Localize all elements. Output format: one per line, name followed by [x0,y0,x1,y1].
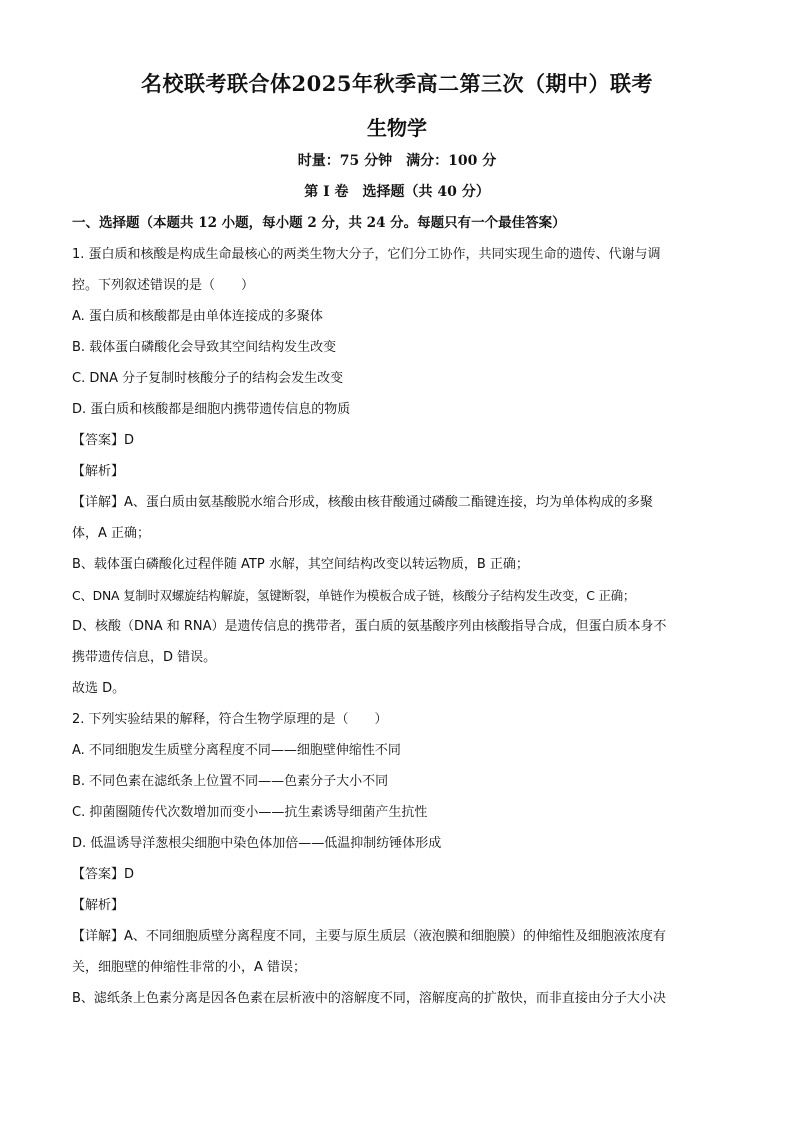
q2-detail-line2: 关，细胞壁的伸缩性非常的小，A 错误； [72,960,307,975]
section-heading: 一、选择题（本题共 12 小题，每小题 2 分，共 24 分。每题只有一个最佳答案） [72,215,566,231]
exam-title: 名校联考联合体2025年秋季高二第三次（期中）联考 [141,71,653,96]
q2-detail-b: B、滤纸条上色素分离是因各色素在层析液中的溶解度不同，溶解度高的扩散快，而非直接由分子大小决 [72,991,666,1006]
q1-detail-line1: 【详解】A、蛋白质由氨基酸脱水缩合形成，核酸由核苷酸通过磷酸二酯键连接，均为单体构成的多聚 [72,495,653,510]
q2-answer: 【答案】D [72,867,135,882]
q2-option-a: A. 不同细胞发生质壁分离程度不同——细胞壁伸缩性不同 [72,743,401,758]
q2-stem: 2. 下列实验结果的解释，符合生物学原理的是（ ） [72,712,388,727]
q1-detail-b: B、载体蛋白磷酸化过程伴随 ATP 水解，其空间结构改变以转运物质，B 正确； [72,557,529,572]
q1-option-d: D. 蛋白质和核酸都是细胞内携带遗传信息的物质 [72,402,351,417]
subject-title: 生物学 [367,116,427,140]
q1-answer: 【答案】D [72,433,135,448]
q2-option-c: C. 抑菌圈随传代次数增加而变小——抗生素诱导细菌产生抗性 [72,805,428,820]
q1-option-a: A. 蛋白质和核酸都是由单体连接成的多聚体 [72,309,323,324]
exam-body [72,208,722,1014]
q2-option-b: B. 不同色素在滤纸条上位置不同——色素分子大小不同 [72,774,389,789]
q1-conclusion: 故选 D。 [72,681,126,696]
q2-detail-line1: 【详解】A、不同细胞质壁分离程度不同，主要与原生质层（液泡膜和细胞膜）的伸缩性及细胞液浓度有 [72,929,666,944]
q1-detail-c: C、DNA 复制时双螺旋结构解旋，氢键断裂，单链作为模板合成子链，核酸分子结构发生改变，C 正确； [72,588,636,603]
q1-option-b: B. 载体蛋白磷酸化会导致其空间结构发生改变 [72,340,337,355]
q1-detail-d2: 携带遗传信息，D 错误。 [72,650,217,665]
q1-detail-d1: D、核酸（DNA 和 RNA）是遗传信息的携带者，蛋白质的氨基酸序列由核酸指导合成，但蛋白质本身不 [72,619,667,634]
q1-option-c: C. DNA 分子复制时核酸分子的结构会发生改变 [72,371,344,386]
q2-option-d: D. 低温诱导洋葱根尖细胞中染色体加倍——低温抑制纺锤体形成 [72,836,442,851]
q2-analysis-label: 【解析】 [72,898,125,913]
q1-stem-line1: 1. 蛋白质和核酸是构成生命最核心的两类生物大分子，它们分工协作，共同实现生命的遗传、代谢与调 [72,247,661,262]
q1-analysis-label: 【解析】 [72,464,125,479]
volume-heading: 第 I 卷 选择题（共 40 分） [304,184,490,200]
time-score-info: 时量：75 分钟 满分：100 分 [297,153,497,169]
q1-stem-line2: 控。下列叙述错误的是（ ） [72,278,255,293]
q1-detail-line2: 体，A 正确； [72,526,151,541]
